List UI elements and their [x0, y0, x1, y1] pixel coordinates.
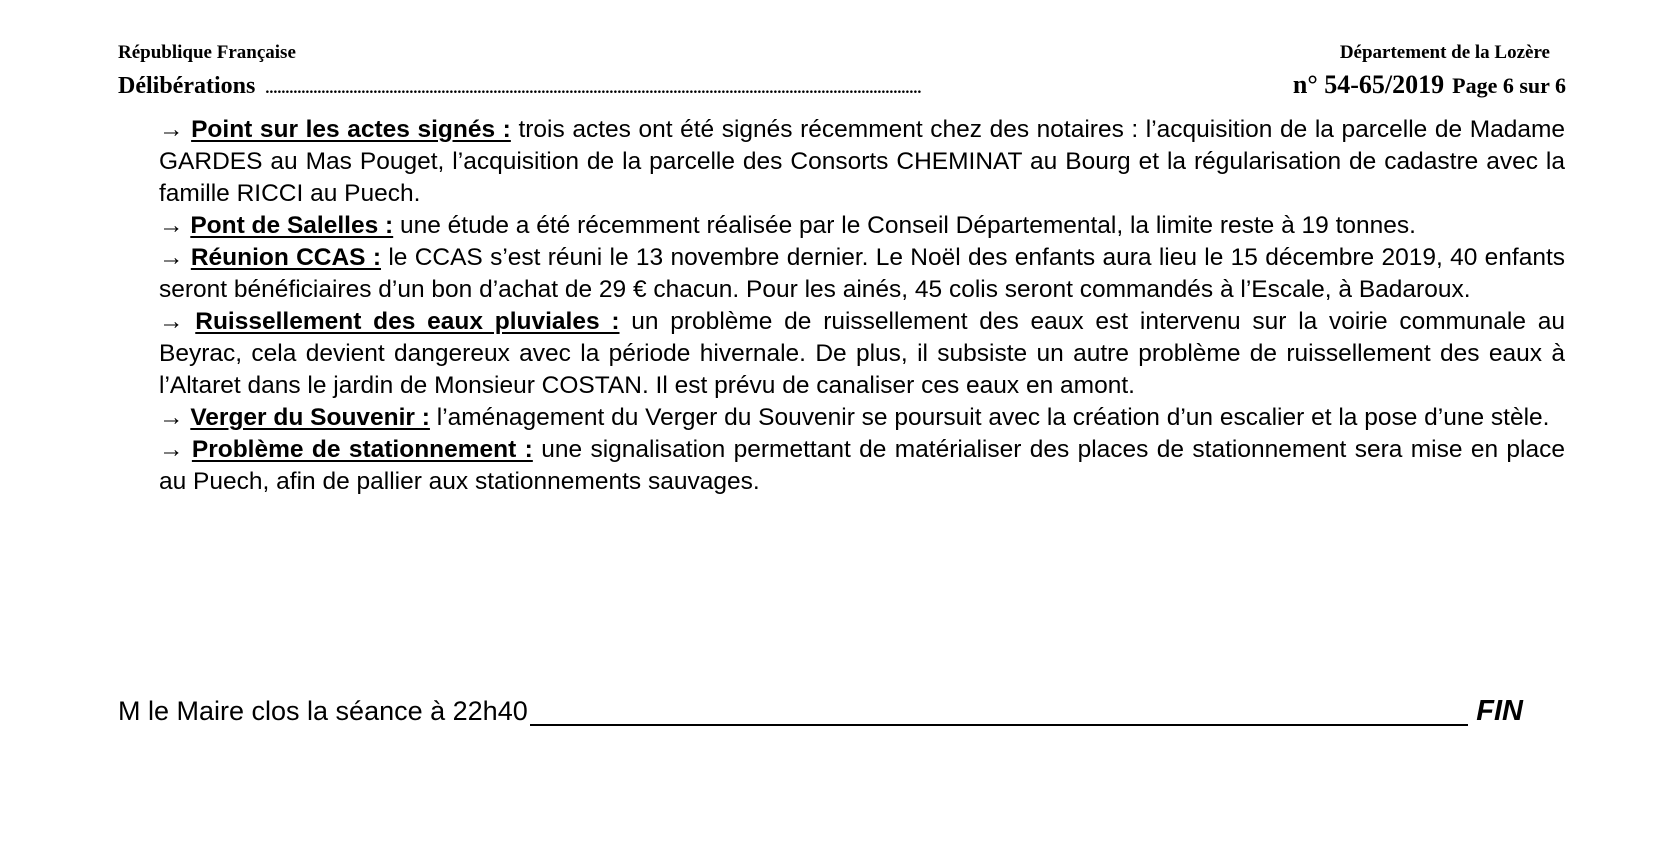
arrow-icon: → — [159, 436, 184, 463]
dot-leader: .................................................................................................................................................................... — [265, 80, 922, 97]
item-verger-souvenir — [159, 402, 1565, 434]
item-title: Problème de stationnement : — [191, 436, 533, 463]
item-actes-signes — [159, 114, 1565, 210]
closing-line — [118, 695, 1523, 728]
item-title: Ruissellement des eaux pluviales : — [195, 308, 620, 335]
item-stationnement — [159, 434, 1565, 498]
arrow-icon: → — [159, 308, 184, 335]
header-deliberations-row — [118, 70, 1566, 100]
item-title: Verger du Souvenir : — [190, 404, 430, 431]
arrow-icon: → — [159, 404, 184, 431]
fin-label: FIN — [1476, 695, 1523, 727]
item-text: une étude a été récemment réalisée par le Conseil Départemental, la limite reste à 19 tonnes. — [400, 212, 1416, 239]
item-text: le CCAS s’est réuni le 13 novembre dernier. Le Noël des enfants aura lieu le 15 décembre 2019, 40 enfants seront bénéficiaires d’un bon d’achat de 29 € chacun. Pour les ainés, 45 colis seront commandés à l’Escale, à Badaroux. — [159, 244, 1565, 303]
deliberation-number: n° 54-65/2019 — [1292, 70, 1445, 99]
item-ruissellement — [159, 306, 1565, 402]
item-text: l’aménagement du Verger du Souvenir se poursuit avec la création d’un escalier et la pose d’une stèle. — [436, 404, 1550, 431]
header-republique: République Française — [118, 42, 296, 63]
header-departement: Département de la Lozère — [1339, 42, 1550, 63]
item-pont-salelles — [159, 210, 1565, 242]
deliberations-label: Délibérations — [118, 73, 256, 99]
item-text: trois actes ont été signés récemment chez des notaires : l’acquisition de la parcelle de Madame GARDES au Mas Pouget, l’acquisition de la parcelle des Consorts CHEMINAT au Bourg et la régularisation de cadastre avec la famille RICCI au Puech. — [159, 116, 1566, 207]
document-body — [159, 114, 1565, 498]
item-title: Réunion CCAS : — [190, 244, 381, 271]
item-text: une signalisation permettant de matérialiser des places de stationnement sera mise en place au Puech, afin de pallier aux stationnements sauvages. — [159, 436, 1566, 495]
item-title: Pont de Salelles : — [190, 212, 394, 239]
item-title: Point sur les actes signés : — [191, 116, 511, 143]
item-text: un problème de ruissellement des eaux est intervenu sur la voirie communale au Beyrac, cela devient dangereux avec la période hivernale. De plus, il subsiste un autre problème de ruissellement des eaux à l’Altaret dans le jardin de Monsieur COSTAN. Il est prévu de canaliser ces eaux en amont. — [159, 308, 1565, 399]
item-reunion-ccas — [159, 242, 1565, 306]
arrow-icon: → — [159, 212, 184, 239]
arrow-icon: → — [159, 244, 184, 271]
arrow-icon: → — [159, 116, 184, 143]
closing-text: M le Maire clos la séance à 22h40 — [118, 696, 528, 726]
page-indicator: Page 6 sur 6 — [1452, 73, 1566, 98]
signature-rule — [530, 702, 1469, 726]
